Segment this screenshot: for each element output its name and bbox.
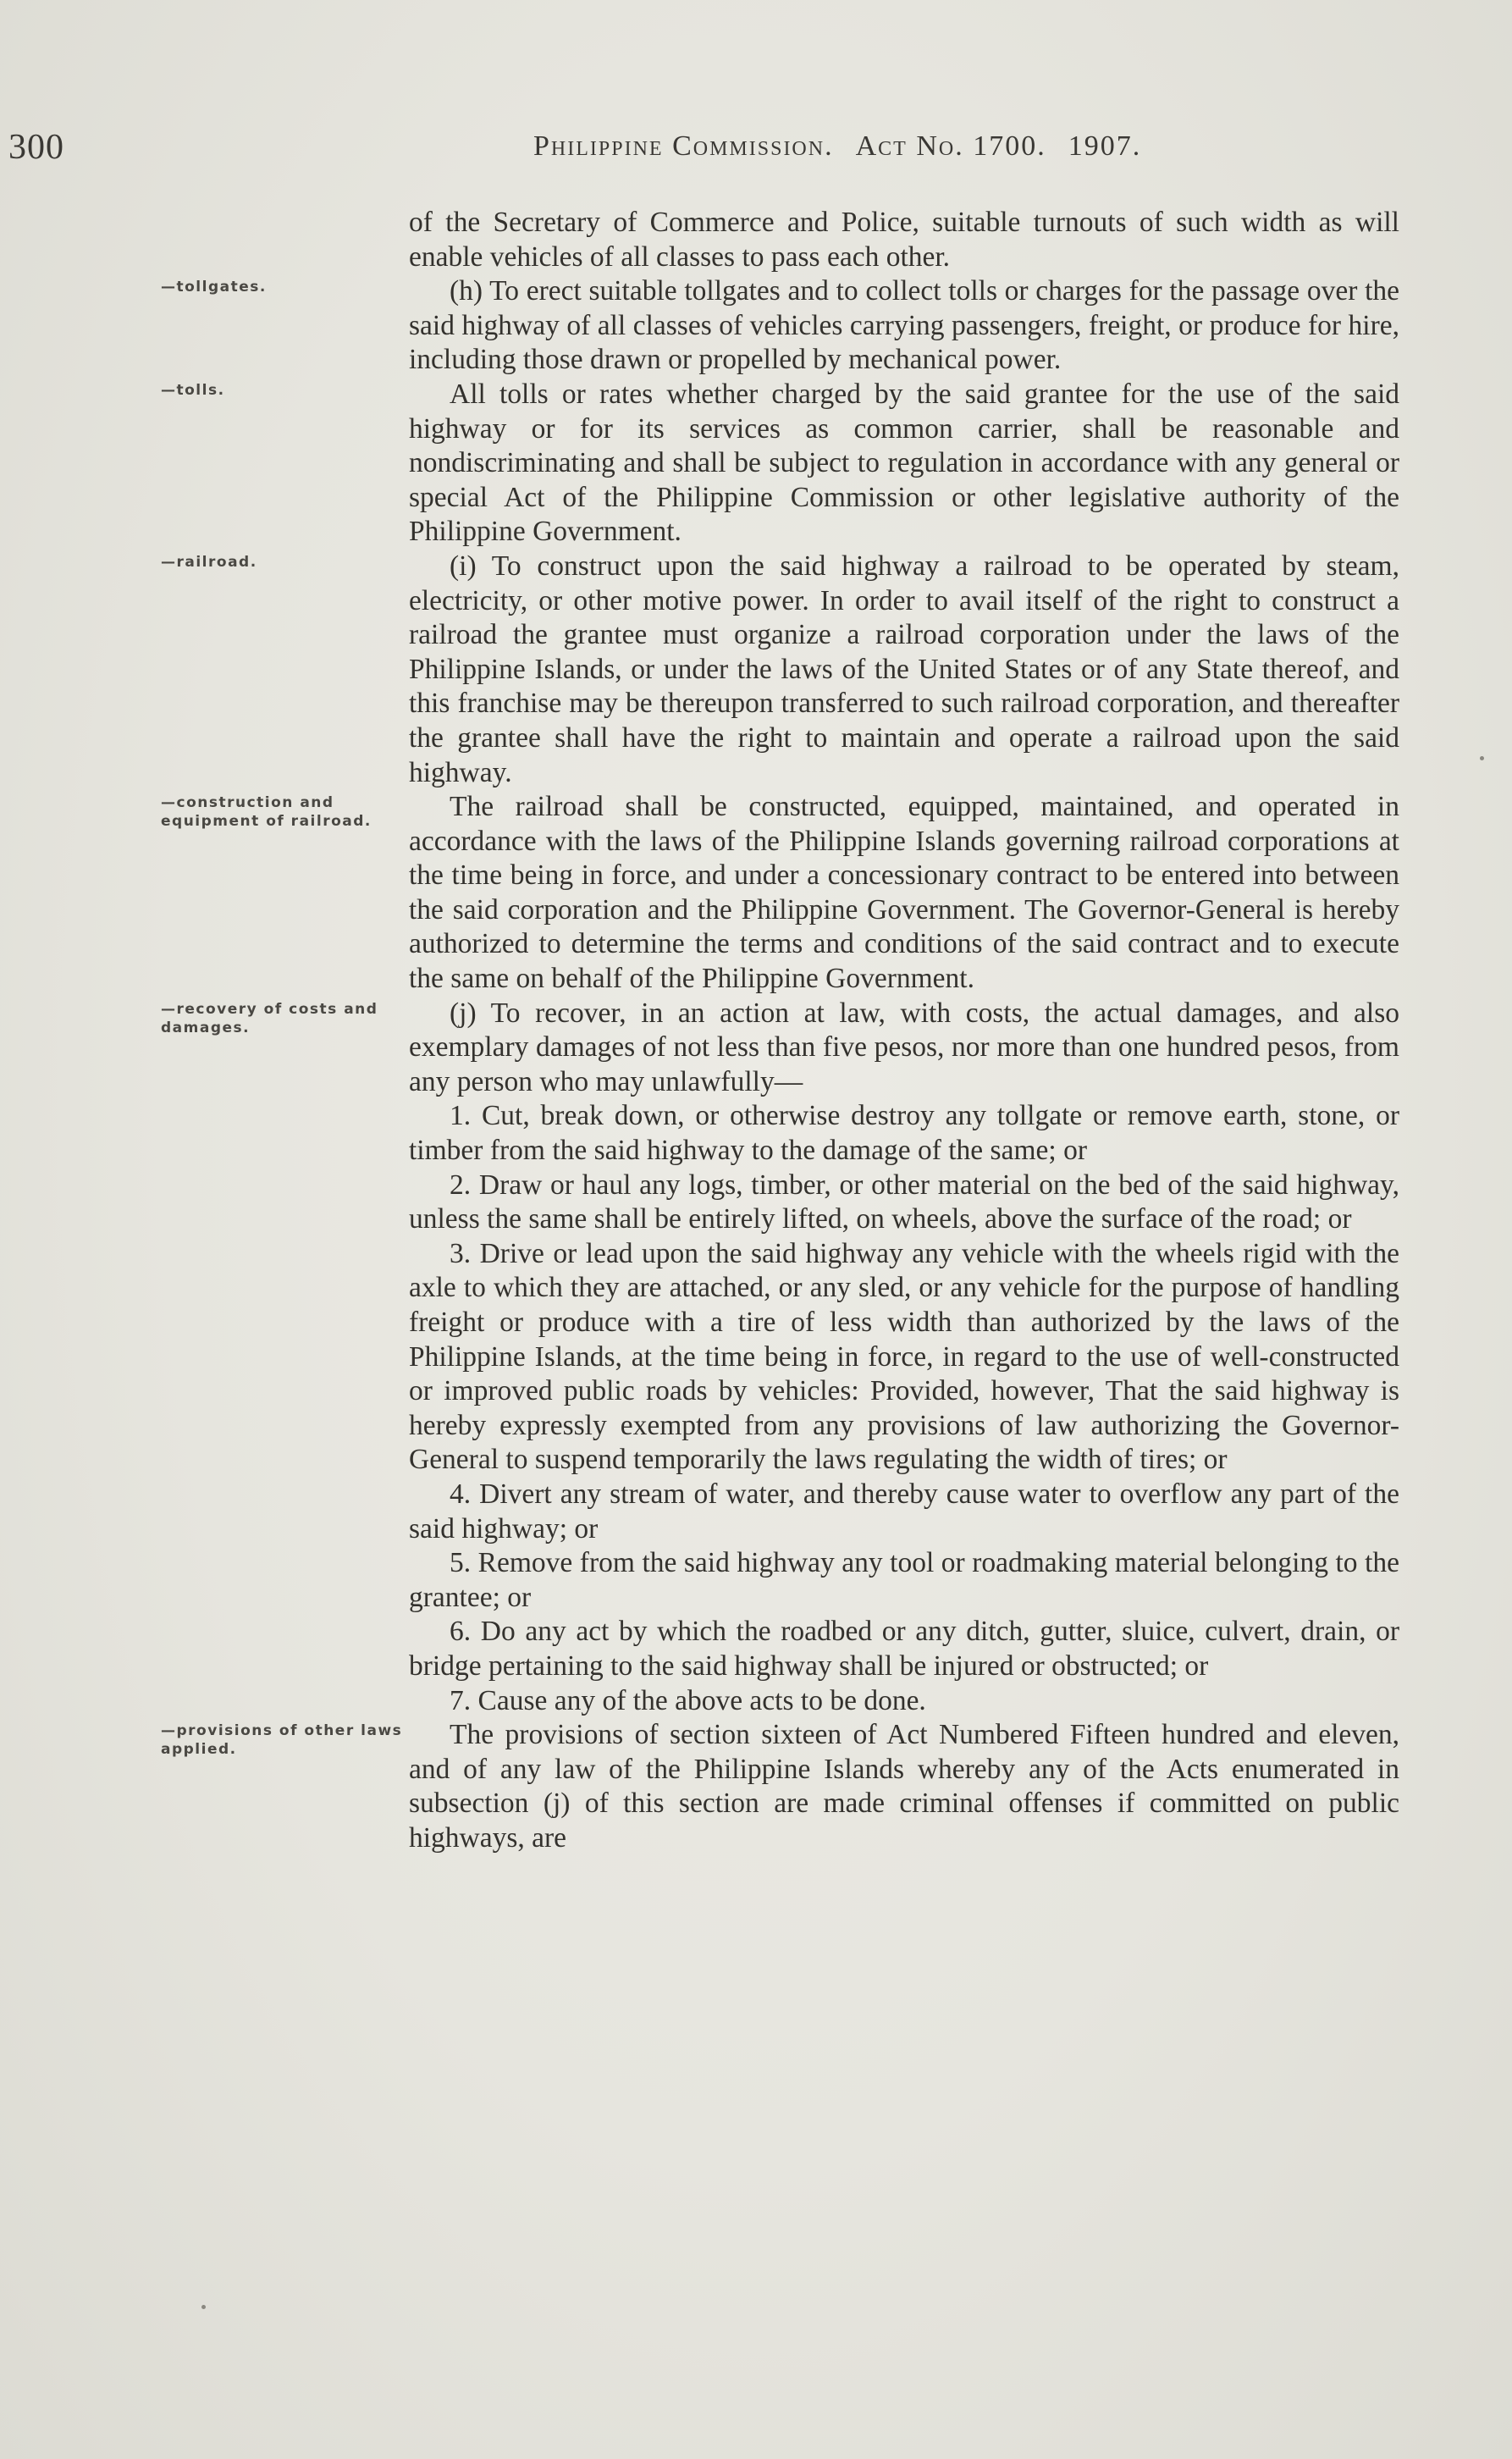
paragraph-text: The railroad shall be constructed, equipped, maintained, and operated in accordance with the laws of the Philippine Islands governing railroad corporations at the time being in force, and under a concessionary contract to be entered into between the said corporation and the Philippine Government. The Governor-General is hereby authorized to determine the terms and conditions of the said contract and to execute the same on behalf of the Philippine Government.	[409, 791, 1399, 995]
list-item	[0, 1615, 1512, 1683]
paragraph-text: (i) To construct upon the said highway a railroad to be operated by steam, electricity, or other motive power. In order to avail itself of the right to construct a railroad the grantee must organize a railroad corporation under the laws of the Philippine Islands, or under the laws of the United States or of any State thereof, and this franchise may be thereupon transferred to such railroad corporation, and thereafter the grantee shall have the right to maintain and operate a railroad upon the said highway.	[409, 550, 1399, 788]
list-item	[0, 1099, 1512, 1168]
list-item	[0, 1237, 1512, 1478]
margin-note: —tollgates.	[161, 279, 267, 296]
scan-speck	[201, 2305, 206, 2309]
paragraph	[0, 1718, 1512, 1855]
paragraph-text: 1. Cut, break down, or otherwise destroy any tollgate or remove earth, stone, or timber from the said highway to the damage of the same; or	[409, 1100, 1399, 1167]
paragraph-text: 3. Drive or lead upon the said highway any vehicle with the wheels rigid with the axle to which they are attached, or any sled, or any vehicle for the purpose of handling freight or produce with a tire of less width than authorized by the laws of the Philippine Islands, at the time being in force, in regard to the use of well-constructed or improved public roads by vehicles: Provided, however, That the said highway is hereby expressly exempted from any provisions of law authorizing the Governor-General to suspend temporarily the laws regulating the width of tires; or	[409, 1237, 1399, 1476]
margin-note: —construction and equipment of railroad.	[161, 794, 372, 831]
list-item	[0, 1546, 1512, 1615]
paragraph-text: (j) To recover, in an action at law, with costs, the actual damages, and also exemplary damages of not less than five pesos, nor more than one hundred pesos, from any person who may unlawfully—	[409, 997, 1399, 1097]
running-head-year: 1907.	[1068, 130, 1142, 162]
page-header	[0, 127, 1512, 178]
list-item	[0, 1684, 1512, 1719]
paragraph-text: 4. Divert any stream of water, and thereby cause water to overflow any part of the said highway; or	[409, 1478, 1399, 1544]
paragraph	[0, 550, 1512, 790]
paragraph	[0, 206, 1512, 274]
margin-note: —tolls.	[161, 381, 225, 399]
list-item	[0, 1169, 1512, 1237]
margin-note: —recovery of costs and damages.	[161, 1000, 378, 1036]
paragraph-text: of the Secretary of Commerce and Police, suitable turnouts of such width as will enable vehicles of all classes to pass each other.	[409, 207, 1399, 273]
running-head	[533, 130, 1141, 163]
paragraph	[0, 378, 1512, 550]
scan-speck	[1480, 756, 1484, 760]
page-body	[0, 206, 1512, 1856]
page-number: 300	[8, 128, 64, 167]
paragraph-text: The provisions of section sixteen of Act Numbered Fifteen hundred and eleven, and of any law of the Philippine Islands whereby any of the Acts enumerated in subsection (j) of this section are made criminal offenses if committed on public highways, are	[409, 1719, 1399, 1854]
paragraph-text: 6. Do any act by which the roadbed or any ditch, gutter, sluice, culvert, drain, or bridge pertaining to the said highway shall be injured or obstructed; or	[409, 1616, 1399, 1682]
paragraph-text: All tolls or rates whether charged by the said grantee for the use of the said highway or for its services as common carrier, shall be reasonable and nondiscriminating and shall be subject to regulation in accordance with any general or special Act of the Philippine Commission or other legislative authority of the Philippine Government.	[409, 378, 1399, 548]
paragraph-text: (h) To erect suitable tollgates and to collect tolls or charges for the passage over the said highway of all classes of vehicles carrying passengers, freight, or produce for hire, including those drawn or propelled by mechanical power.	[409, 275, 1399, 376]
paragraph-text: 5. Remove from the said highway any tool or roadmaking material belonging to the grantee; or	[409, 1547, 1399, 1613]
paragraph-text: 7. Cause any of the above acts to be done.	[450, 1684, 926, 1716]
margin-note: —railroad.	[161, 553, 257, 571]
paragraph	[0, 274, 1512, 378]
running-head-act: Act No. 1700.	[855, 130, 1046, 162]
running-head-title: Philippine Commission.	[533, 130, 834, 162]
list-item	[0, 1478, 1512, 1546]
paragraph	[0, 997, 1512, 1100]
paragraph-text: 2. Draw or haul any logs, timber, or other material on the bed of the said highway, unless the same shall be entirely lifted, on wheels, above the surface of the road; or	[409, 1169, 1399, 1235]
paragraph	[0, 790, 1512, 997]
margin-note: —provisions of other laws applied.	[161, 1722, 403, 1759]
